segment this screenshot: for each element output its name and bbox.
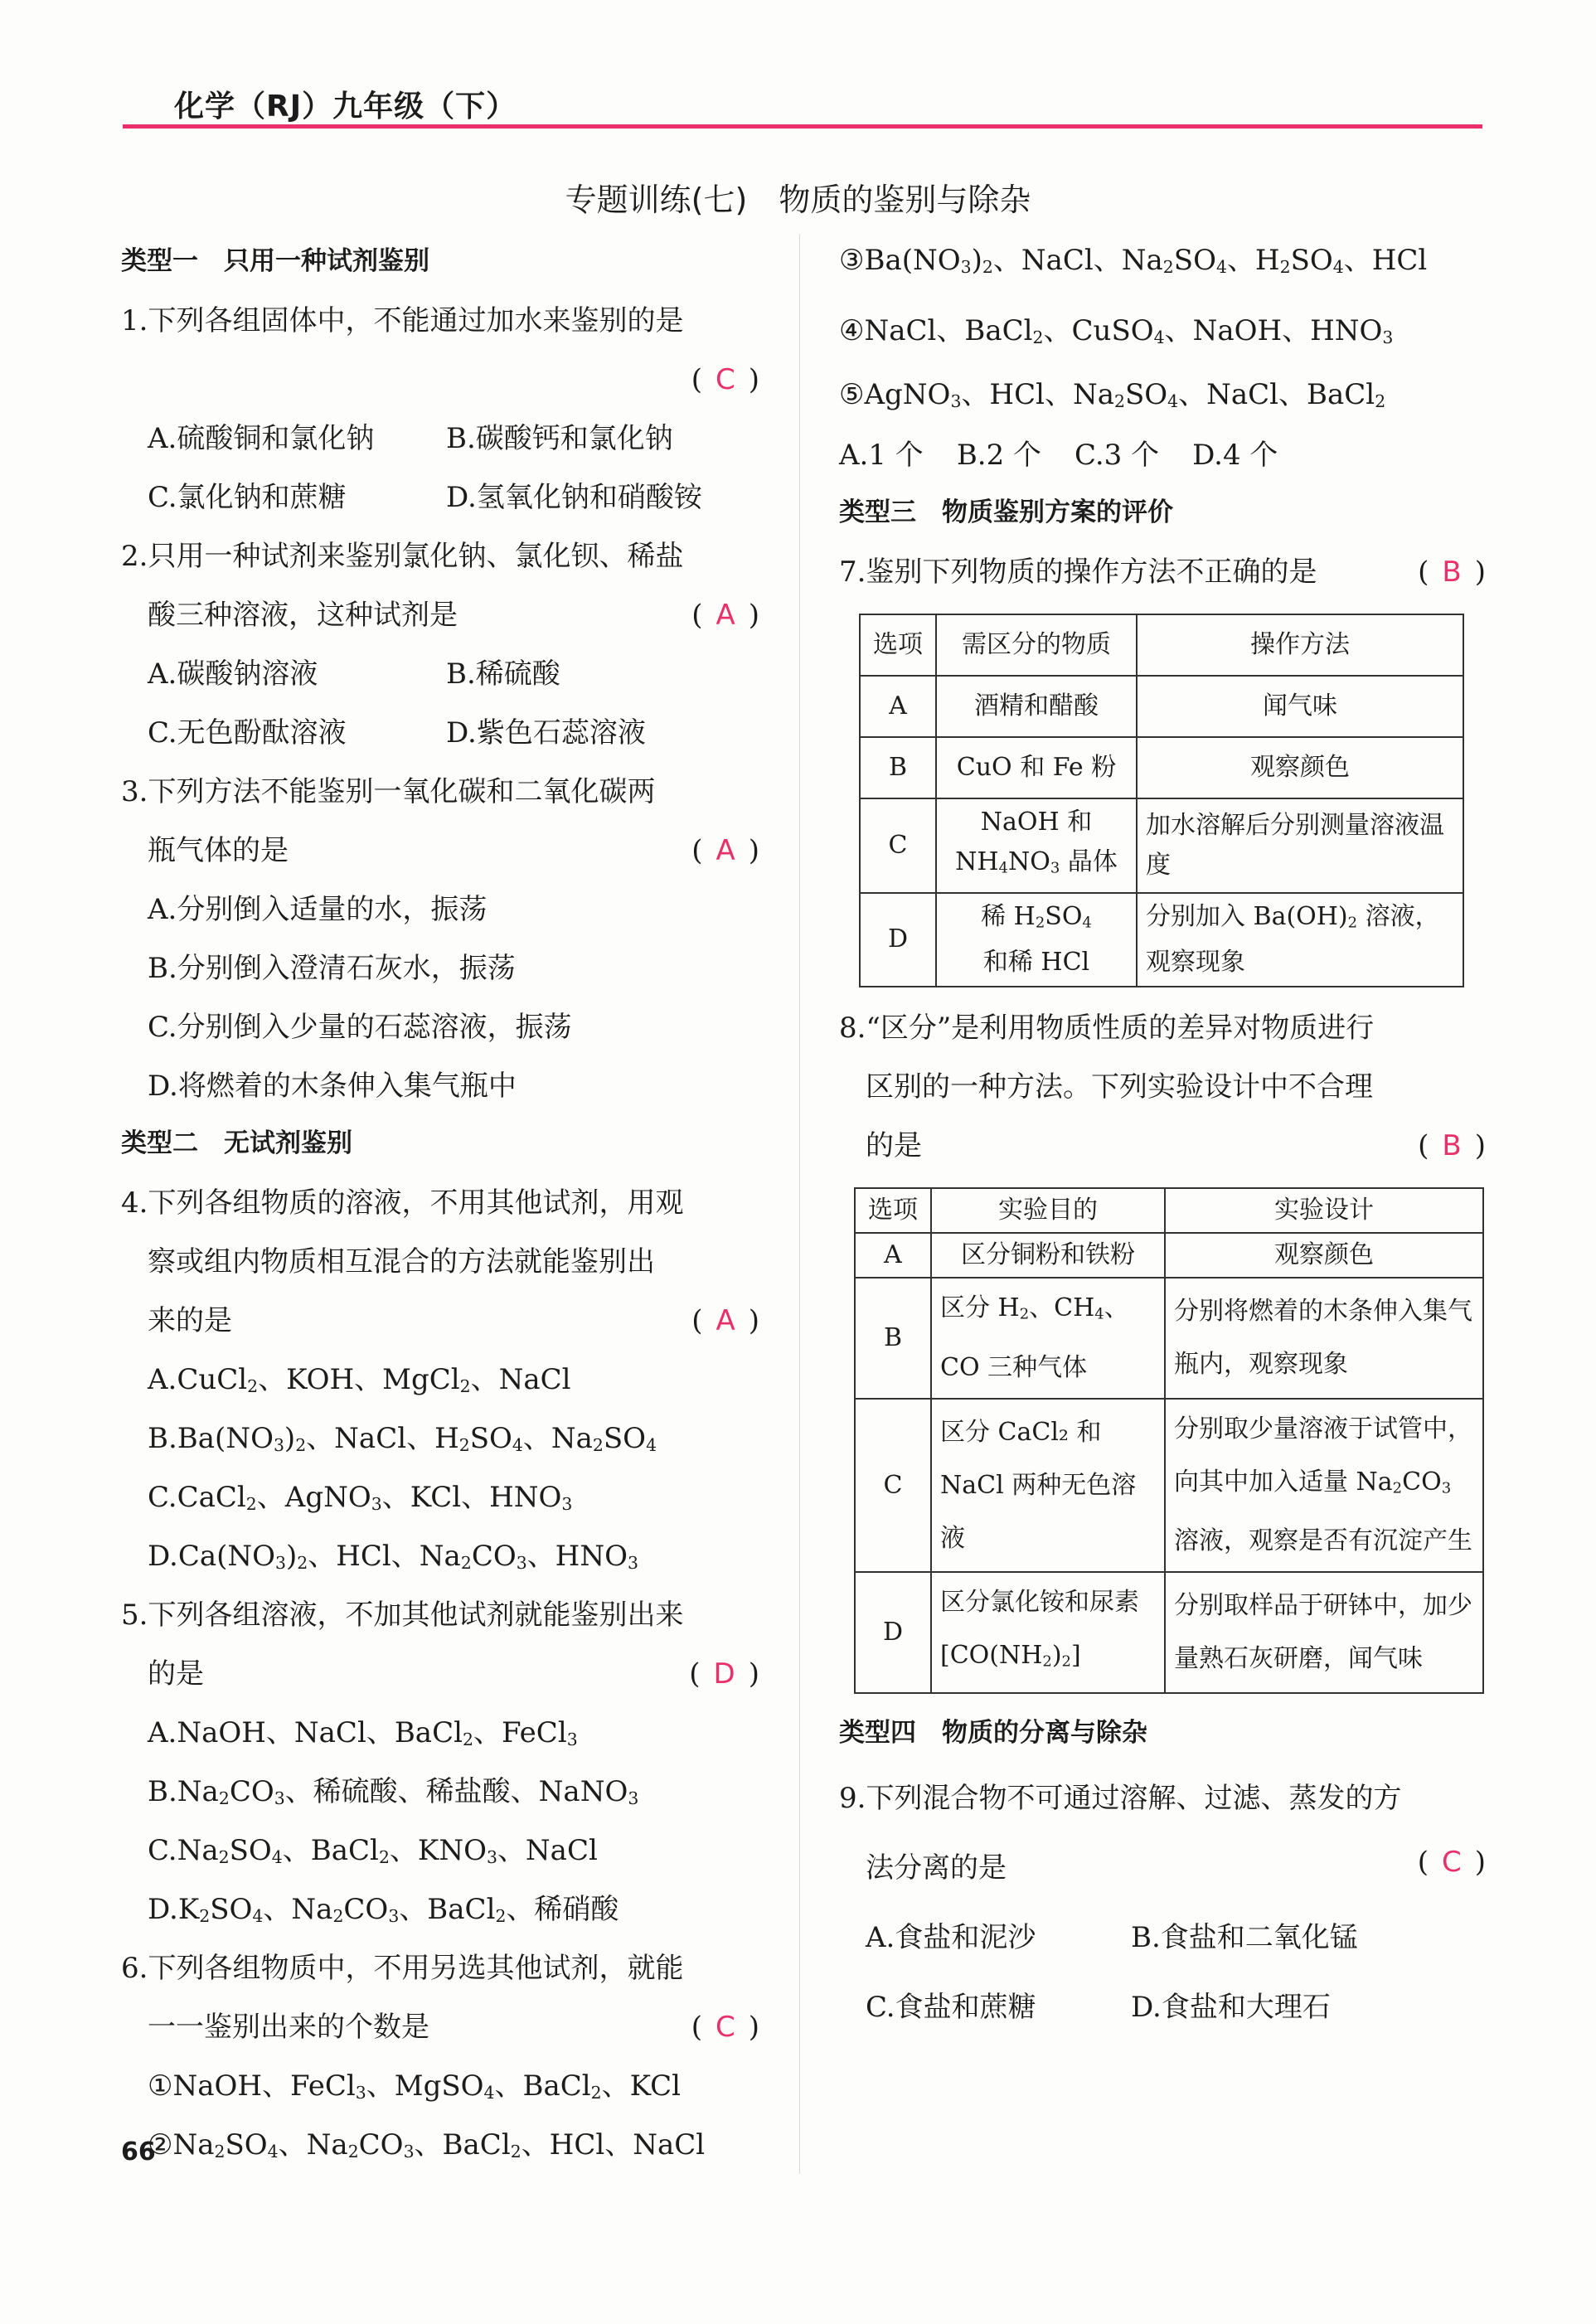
question-7: 7.鉴别下列物质的操作方法不正确的是 ( B ) xyxy=(839,543,1486,602)
header-divider xyxy=(123,124,1482,129)
answer-q9: ( C ) xyxy=(1417,1845,1486,1879)
type1-heading: 类型一 只用一种试剂鉴别 xyxy=(121,246,429,276)
option-q3-c: C.分别倒入少量的石蕊溶液，振荡 xyxy=(148,1011,572,1044)
q6-item-4: ④NaCl、BaCl$_2$、CuSO$_4$、NaOH、$HNO_3$ xyxy=(839,314,1394,348)
option-q3-a: A.分别倒入适量的水，振荡 xyxy=(148,893,488,926)
right-column: $③Ba(NO_3)_2$、NaCl、$Na_2SO_4$、$H_2SO_4$、HCl ④NaCl、BaCl$_2$、CuSO$_4$、NaOH、$HNO_3$ ⑤AgNO$_3$、HCl、$Na_2SO_4$、NaCl、BaCl$_2$ A.1 个 B.2 个 C.3 个 D.4 个 类型三 物质鉴别方案的评价 7.鉴别下列物质的操作方法不正确的是 ( B ) 选项 需区分的物质 操作方法 A 酒精和醋酸 闻气味 B CuO 和 Fe 粉 观察颜色 C NaOH 和 $NH_4NO_3$ 晶体 加水溶解后分别测量溶液温度 D 稀 $H_2SO_4$ 和稀 HCl 分别加入 $Ba(OH)_2$ 溶液，观察现象 8.“区分”是利用物质性质的差异对物质进行 区别的一种方法。下列实验设计中不合理 的是 ( B ) 选项 实验目的 实验设计 A 区分铜粉和铁粉 观察颜色 B 区分 $H_2$、$CH_4$、CO 三种气体 分别将燃着的木条伸入集气瓶内，观察现象 C 区分 CaCl₂ 和 NaCl 两种无色溶液 分别取少量溶液于试管中，向其中加入适量 $Na_2CO_3$ 溶液，观察是否有沉淀产生 D 区分氯化铵和尿素$[CO(NH_2)_2]$ 分别取样品于研钵中，加少量熟石灰研磨，闻气味 类型四 物质的分离与除杂 9.下列混合物不可通过溶解、过滤、蒸发的方 法分离的是 ( C ) A.食盐和泥沙 B.食盐和二氧化锰 C.食盐和蔗糖 D.食盐和大理石 xyxy=(839,234,1486,2042)
section-title: 专题训练(七) 物质的鉴别与除杂 xyxy=(565,182,1031,218)
option-q5-b: $B.Na_2CO_3$、稀硫酸、稀盐酸、NaNO$_3$ xyxy=(148,1775,639,1809)
type3-heading: 类型三 物质鉴别方案的评价 xyxy=(839,497,1173,527)
q6-item-2: $②Na_2SO_4$、$Na_2CO_3$、BaCl$_2$、HCl、NaCl xyxy=(148,2128,706,2162)
column-divider xyxy=(799,234,800,2174)
question-3: 3.下列方法不能鉴别一氧化碳和二氧化碳两 xyxy=(121,775,656,808)
answer-q7: ( B ) xyxy=(1418,556,1486,589)
options-q9: A.食盐和泥沙 B.食盐和二氧化锰 xyxy=(866,1920,1358,1954)
option-q4-d: $D.Ca(NO_3)_2$、HCl、$Na_2CO_3$、$HNO_3$ xyxy=(148,1540,638,1574)
option-q4-b: $B.Ba(NO_3)_2$、NaCl、$H_2SO_4$、$Na_2SO_4$ xyxy=(148,1422,657,1456)
answer-q5: ( D ) xyxy=(689,1657,759,1691)
question-8: 8.“区分”是利用物质性质的差异对物质进行 xyxy=(839,1012,1375,1046)
answer-q6: ( C ) xyxy=(691,2011,759,2044)
option-q5-a: A.NaOH、NaCl、BaCl$_2$、FeCl$_3$ xyxy=(148,1716,578,1750)
question-6: 6.下列各组物质中，不用另选其他试剂，就能 xyxy=(121,1952,684,1985)
answer-q4: ( A ) xyxy=(691,1304,759,1337)
answer-q1: ( C ) xyxy=(691,363,759,396)
question-text: 下列各组固体中，不能通过加水来鉴别的是 xyxy=(148,304,684,337)
answer-q2: ( A ) xyxy=(691,599,759,632)
question-9: 9.下列混合物不可通过溶解、过滤、蒸发的方 xyxy=(839,1781,1402,1815)
answer-q8: ( B ) xyxy=(1418,1129,1486,1163)
option-q4-c: C.CaCl$_2$、AgNO$_3$、KCl、$HNO_3$ xyxy=(148,1481,573,1515)
left-column: 类型一 只用一种试剂鉴别 1.下列各组固体中，不能通过加水来鉴别的是 ( C ) A.硫酸铜和氯化钠 B.碳酸钙和氯化钠 C.氯化钠和蔗糖 D.氢氧化钠和硝酸铵 2.只用一种试剂来鉴别氯化钠、氯化钡、稀盐 酸三种溶液，这种试剂是 ( A ) A.碳酸钠溶液 B.稀硫酸 C.无色酚酞溶液 D.紫色石蕊溶液 3.下列方法不能鉴别一氧化碳和二氧化碳两 瓶气体的是 ( A ) A.分别倒入适量的水，振荡 B.分别倒入澄清石灰水，振荡 C.分别倒入少量的石蕊溶液，振荡 D.将燃着的木条伸入集气瓶中 类型二 无试剂鉴别 4.下列各组物质的溶液，不用其他试剂，用观 察或组内物质相互混合的方法就能鉴别出 来的是 ( A ) A.CuCl$_2$、KOH、MgCl$_2$、NaCl $B.Ba(NO_3)_2$、NaCl、$H_2SO_4$、$Na_2SO_4$ C.CaCl$_2$、AgNO$_3$、KCl、$HNO_3$ $D.Ca(NO_3)_2$、HCl、$Na_2CO_3$、$HNO_3$ 5.下列各组溶液，不加其他试剂就能鉴别出来 的是 ( D ) A.NaOH、NaCl、BaCl$_2$、FeCl$_3$ $B.Na_2CO_3$、稀硫酸、稀盐酸、NaNO$_3$ $C.Na_2SO_4$、BaCl$_2$、$KNO_3$、NaCl $D.K_2SO_4$、$Na_2CO_3$、BaCl$_2$、稀硝酸 6.下列各组物质中，不用另选其他试剂，就能 一一鉴别出来的个数是 ( C ) ①NaOH、FeCl$_3$、MgSO$_4$、BaCl$_2$、KCl $②Na_2SO_4$、$Na_2CO_3$、BaCl$_2$、HCl、NaCl xyxy=(121,234,768,2175)
header-title: 化学（RJ）九年级（下） xyxy=(174,90,517,124)
type2-heading: 类型二 无试剂鉴别 xyxy=(121,1128,352,1158)
option-q4-a: A.CuCl$_2$、KOH、MgCl$_2$、NaCl xyxy=(148,1363,571,1397)
question-5: 5.下列各组溶液，不加其他试剂就能鉴别出来 xyxy=(121,1599,684,1632)
options-q2: A.碳酸钠溶液 B.稀硫酸 xyxy=(148,657,560,691)
table-q7: 选项 需区分的物质 操作方法 A 酒精和醋酸 闻气味 B CuO 和 Fe 粉 观察颜色 C NaOH 和 $NH_4NO_3$ 晶体 加水溶解后分别测量溶液温度 D 稀 $H_2SO_4$ 和稀 HCl 分别加入 $Ba(OH)_2$ 溶液，观察现象 xyxy=(859,614,1464,987)
options-q1: A.硫酸铜和氯化钠 B.碳酸钙和氯化钠 xyxy=(148,422,673,455)
question-2: 2.只用一种试剂来鉴别氯化钠、氯化钡、稀盐 xyxy=(121,540,684,573)
option-q3-b: B.分别倒入澄清石灰水，振荡 xyxy=(148,952,516,985)
type4-heading: 类型四 物质的分离与除杂 xyxy=(839,1717,1147,1748)
page-number: 66 xyxy=(121,2137,156,2166)
question-4: 4.下列各组物质的溶液，不用其他试剂，用观 xyxy=(121,1186,684,1220)
q6-item-5: ⑤AgNO$_3$、HCl、$Na_2SO_4$、NaCl、BaCl$_2$ xyxy=(839,378,1386,412)
question-number: 1. xyxy=(121,304,148,337)
option-q5-d: $D.K_2SO_4$、$Na_2CO_3$、BaCl$_2$、稀硝酸 xyxy=(148,1893,619,1927)
question-1 xyxy=(121,292,768,351)
table-q8: 选项 实验目的 实验设计 A 区分铜粉和铁粉 观察颜色 B 区分 $H_2$、$CH_4$、CO 三种气体 分别将燃着的木条伸入集气瓶内，观察现象 C 区分 CaCl₂ 和 NaCl 两种无色溶液 分别取少量溶液于试管中，向其中加入适量 $Na_2CO_3$ 溶液，观察是否有沉淀产生 D 区分氯化铵和尿素$[CO(NH_2)_2]$ 分别取样品于研钵中，加少量熟石灰研磨，闻气味 xyxy=(854,1187,1484,1694)
option-q3-d: D.将燃着的木条伸入集气瓶中 xyxy=(148,1070,517,1103)
option-q5-c: $C.Na_2SO_4$、BaCl$_2$、$KNO_3$、NaCl xyxy=(148,1834,598,1868)
answer-q3: ( A ) xyxy=(691,834,759,867)
options-q6: A.1 个 B.2 个 C.3 个 D.4 个 xyxy=(839,439,1278,472)
q6-item-1: ①NaOH、FeCl$_3$、MgSO$_4$、BaCl$_2$、KCl xyxy=(148,2069,682,2103)
q6-item-3: $③Ba(NO_3)_2$、NaCl、$Na_2SO_4$、$H_2SO_4$、HCl xyxy=(839,244,1428,278)
